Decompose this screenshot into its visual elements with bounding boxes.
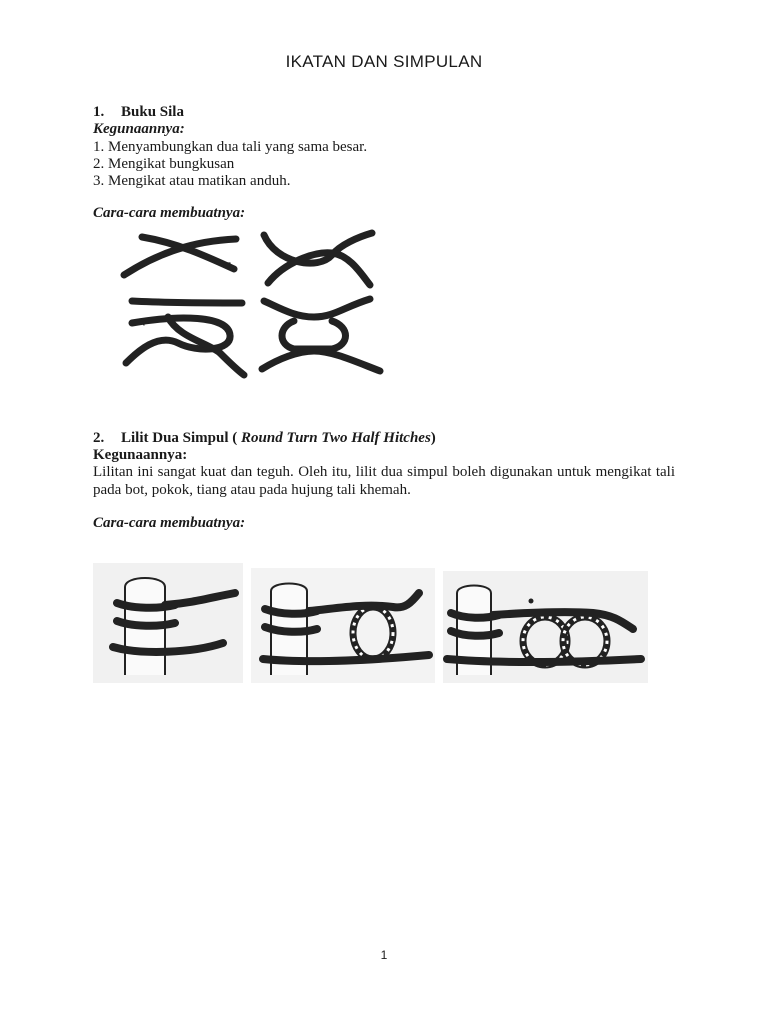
section2-heading-suffix: ) [430,430,436,446]
page-title: IKATAN DAN SIMPULAN [285,52,483,71]
reef-knot-illustration [118,223,390,381]
reef-knot-step-4 [262,299,380,371]
round-turn-illustration [93,563,648,683]
section1-heading [93,104,184,121]
section2-number: 2. [93,430,105,446]
reef-knot-step-3 [126,301,244,375]
section2-uses-label: Kegunaannya: [93,447,188,463]
section1-uses-label: Kegunaannya: [93,121,185,137]
section1-heading-text: Buku Sila [121,104,184,120]
section1-use-1: 1. Menyambungkan dua tali yang sama besar. [93,139,368,155]
reef-knot-step-2 [264,233,372,285]
section1-use-3: 3. Mengikat atau matikan anduh. [93,173,291,189]
section1-number: 1. [93,104,105,120]
reef-knot-step-1 [124,237,236,275]
section2-heading [93,430,436,447]
section2-heading-english: Round Turn Two Half Hitches [241,430,431,446]
section2-description: Lilitan ini sangat kuat dan teguh. Oleh itu, lilit dua simpul boleh digunakan untuk mengikat tali pada bot, pokok, tiang atau pada hujung tali khemah. [93,464,675,498]
section2-how-label: Cara-cara membuatnya: [93,515,246,531]
section2-heading-prefix: Lilit Dua Simpul ( [121,430,238,446]
section1-use-2: 2. Mengikat bungkusan [93,156,235,172]
section1-how-label: Cara-cara membuatnya: [93,205,246,221]
page-number: 1 [380,948,388,962]
